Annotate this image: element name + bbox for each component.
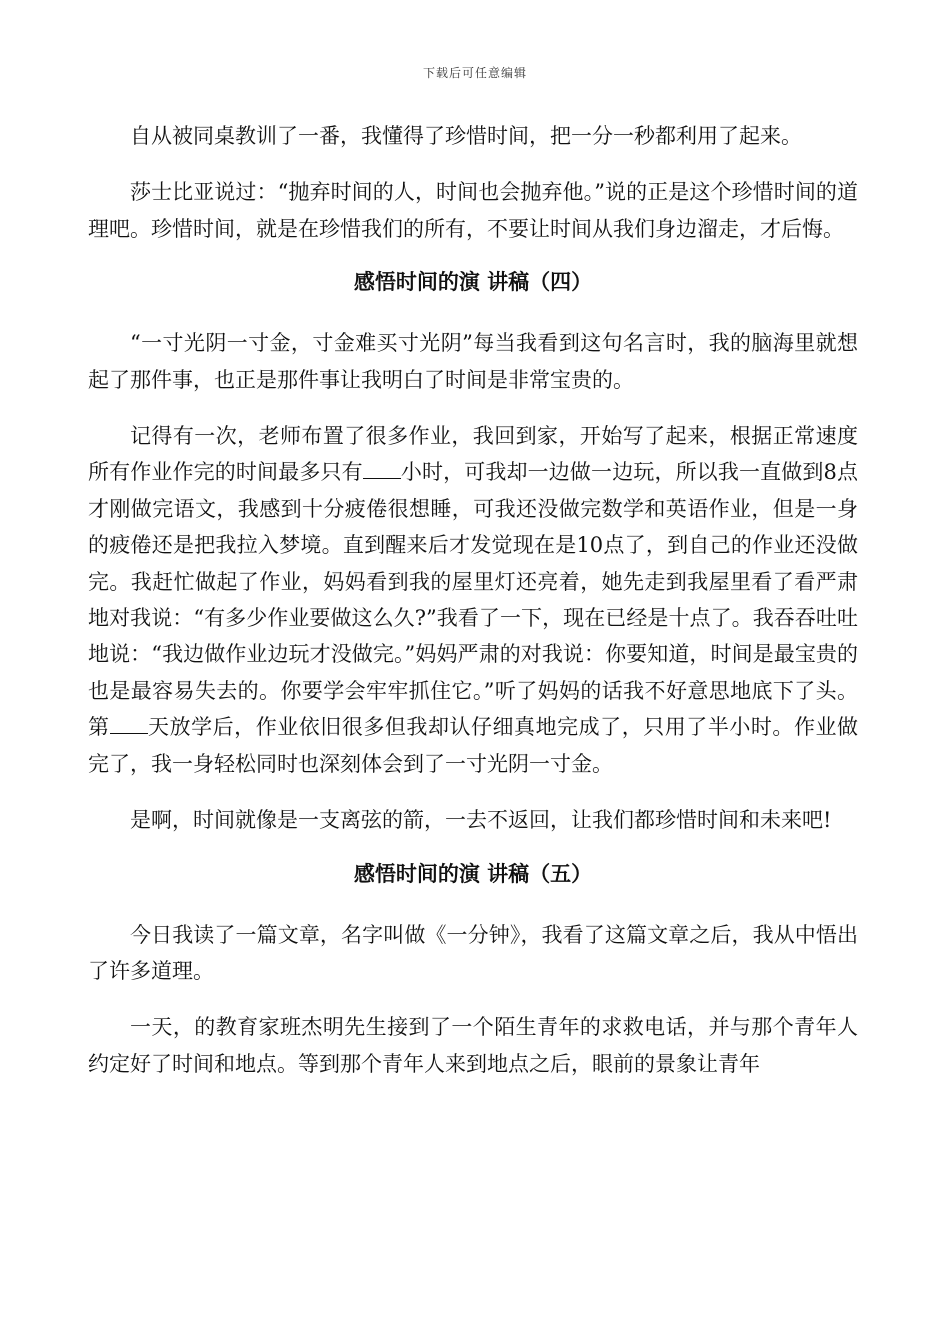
paragraph-text: 小时，可我却一边做一边玩，所以我一直做到8点才刚做完语文，我感到十分疲倦很想睡，可我还没做完数学和英语作业，但是一身的疲倦还是把我拉入梦境。直到醒来后才发觉现在是10点了，到自己的作业还没做完。我赶忙做起了作业，妈妈看到我的屋里灯还亮着，她先走到我屋里看了看严肃地对我说：“有多少作业要做这么久?”我看了一下，现在已经是十点了。我吞吞吐吐地说：“我边做作业边玩才没做完。”妈妈严肃的对我说：你要知道，时间是最宝贵的也是最容易失去的。你要学会牢牢抓住它。”听了妈妈的话我不好意思地底下了头。第 [88,460,859,740]
paragraph-text: 记得有一次，老师布置了很多作业，我回到家，开始写了起来，根据正常速度所有作业作完的时间最多只有 [88,424,858,485]
page-header: 下载后可任意编辑 [422,66,527,80]
document-body [88,118,858,1102]
section-heading: 感悟时间的演 讲稿（四） [353,270,593,295]
paragraph: 一天，的教育家班杰明先生接到了一个陌生青年的求救电话，并与那个青年人约定好了时间和地点。等到那个青年人来到地点之后，眼前的景象让青年 [88,1015,858,1076]
paragraph: “一寸光阴一寸金，寸金难买寸光阴”每当我看到这句名言时，我的脑海里就想起了那件事，也正是那件事让我明白了时间是非常宝贵的。 [88,331,858,392]
section-heading: 感悟时间的演 讲稿（五） [353,861,593,886]
fill-in-blank [110,713,148,734]
paragraph: 自从被同桌教训了一番，我懂得了珍惜时间，把一分一秒都利用了起来。 [130,124,802,148]
paragraph: 今日我读了一篇文章，名字叫做《一分钟》，我看了这篇文章之后，我从中悟出了许多道理。 [88,922,858,983]
paragraph [88,418,858,782]
paragraph-text: 天放学后，作业依旧很多但我却认仔细真地完成了，只用了半小时。作业做完了，我一身轻松同时也深刻体会到了一寸光阴一寸金。 [88,715,858,776]
paragraph: 是啊，时间就像是一支离弦的箭，一去不返回，让我们都珍惜时间和未来吧! [130,808,832,833]
fill-in-blank [363,458,401,479]
paragraph: 莎士比亚说过：“抛弃时间的人，时间也会抛弃他。”说的正是这个珍惜时间的道理吧。珍惜时间，就是在珍惜我们的所有，不要让时间从我们身边溜走，才后悔。 [88,180,858,241]
